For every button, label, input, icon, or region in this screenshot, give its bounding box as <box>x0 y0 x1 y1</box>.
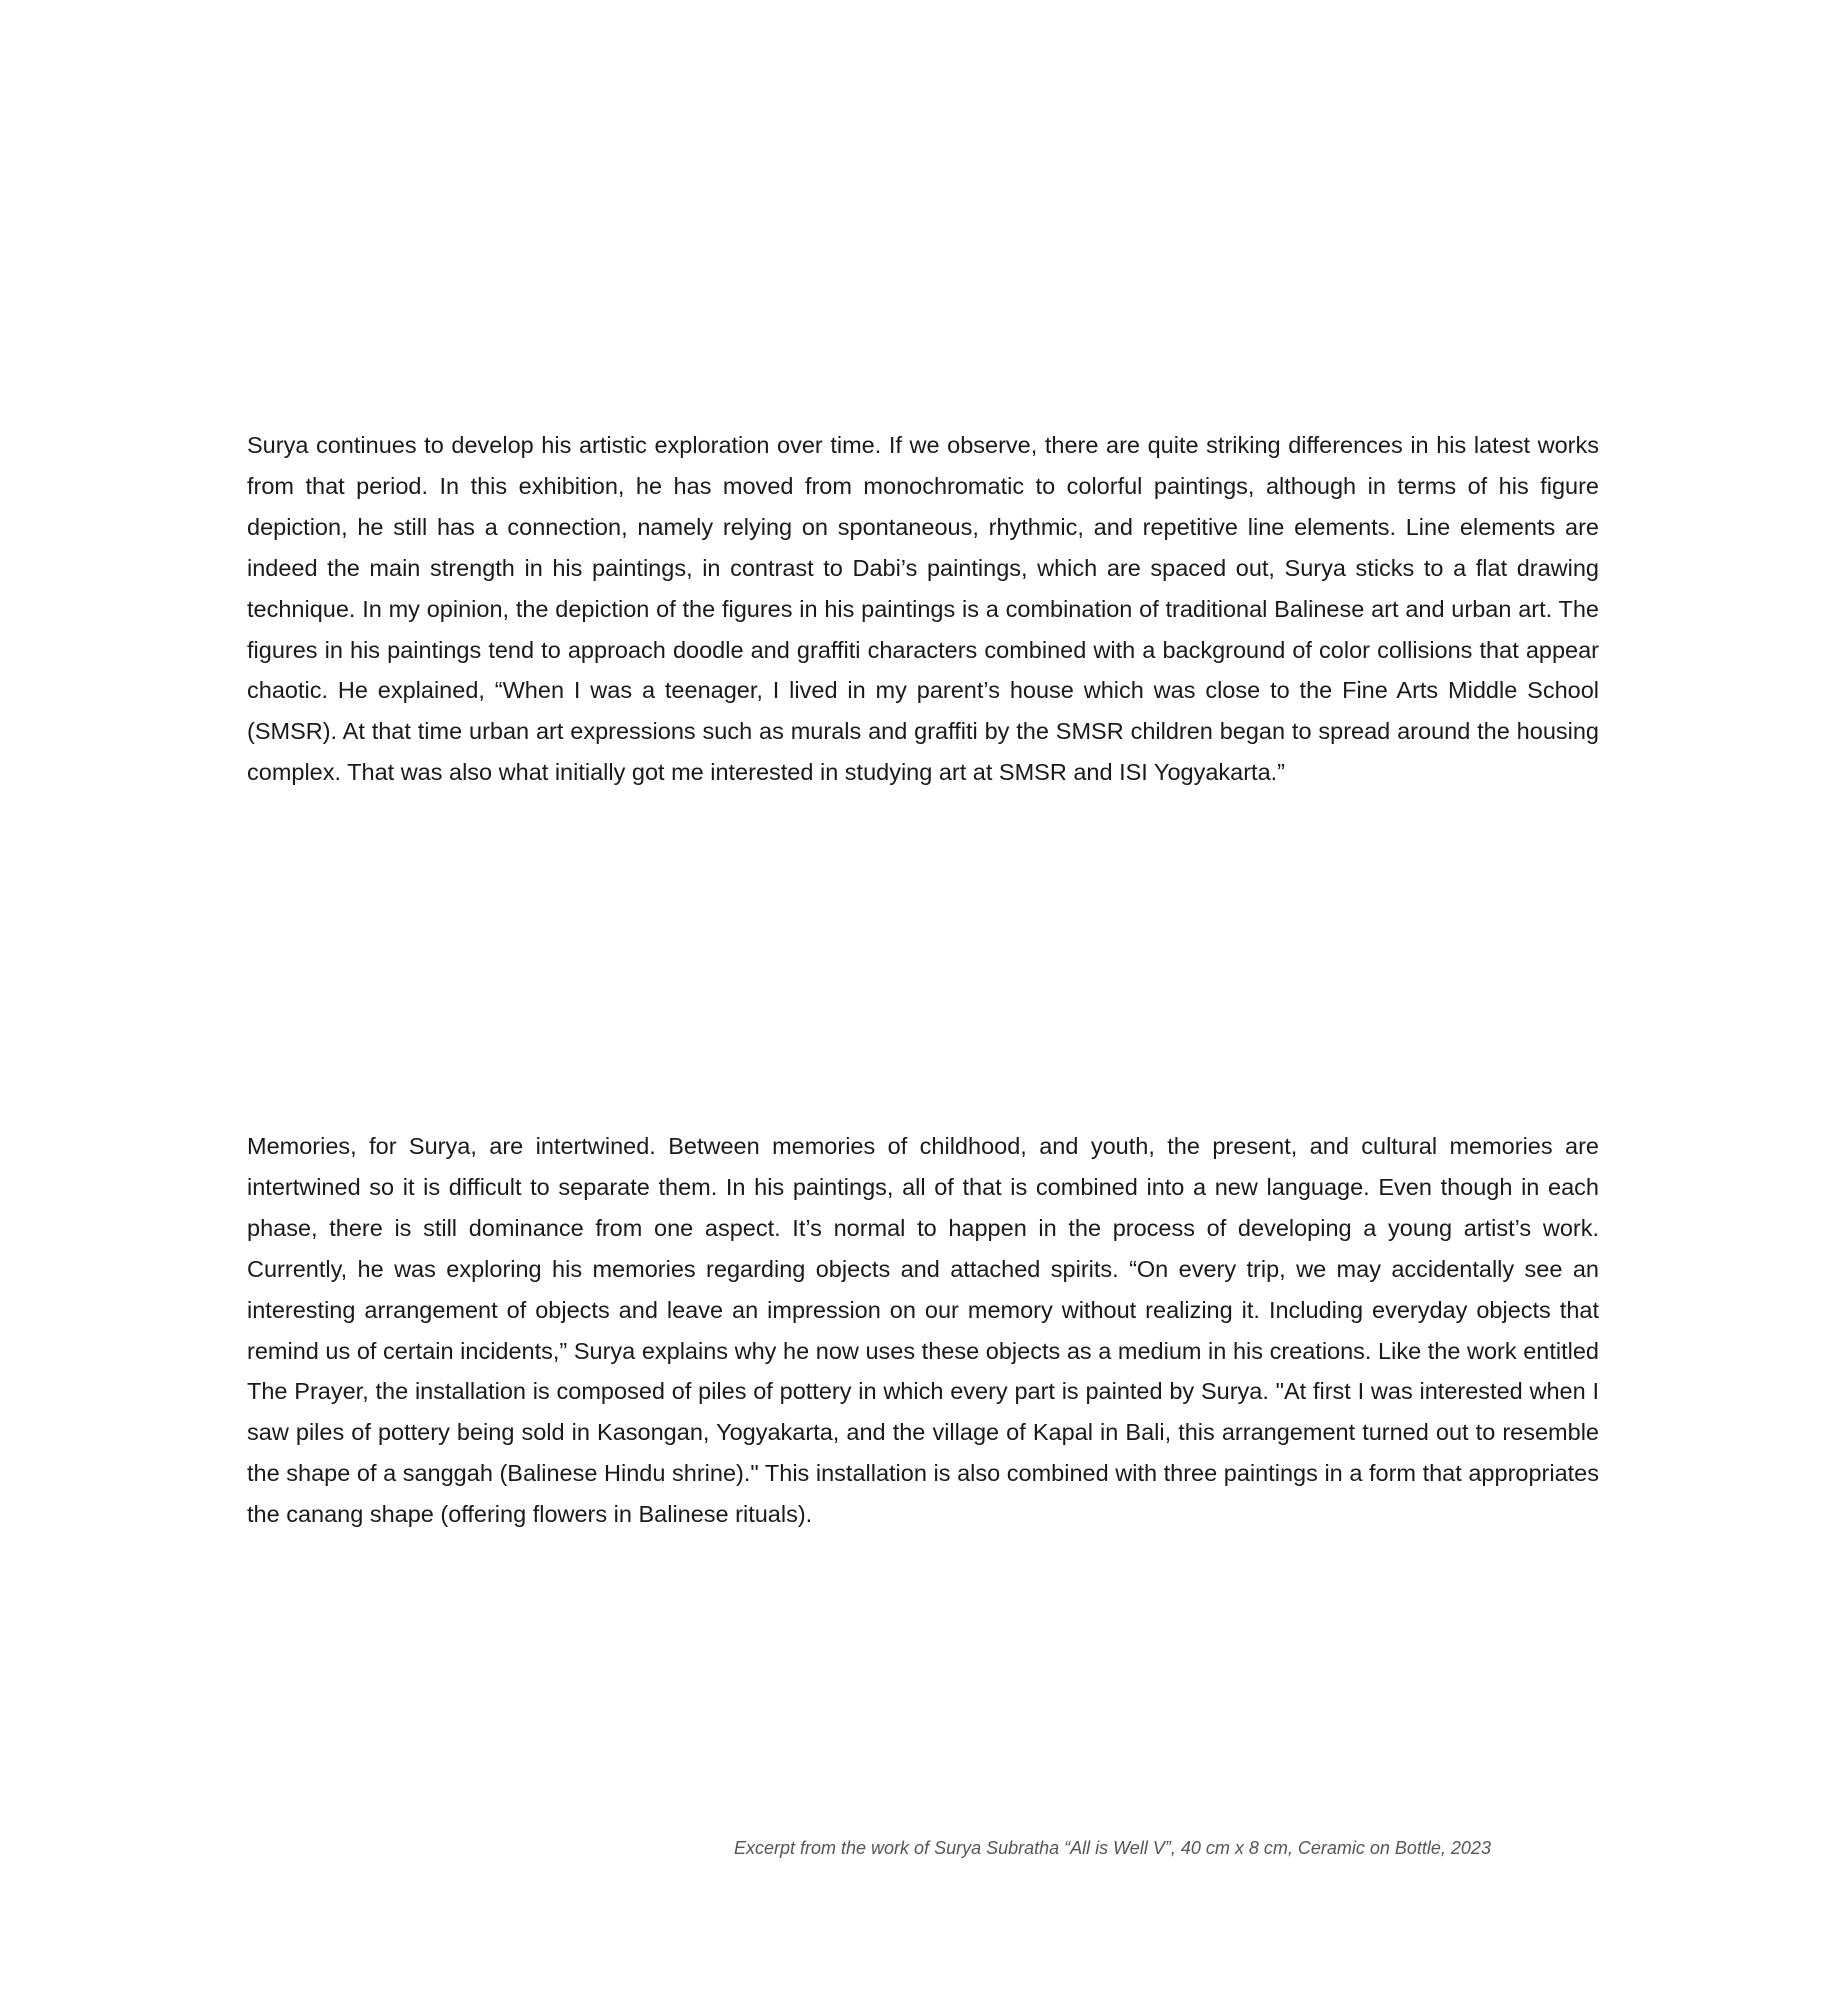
body-paragraph-1: Surya continues to develop his artistic exploration over time. If we observe, there are quite striking differences in his latest works from that period. In this exhibition, he has moved from monochromatic to colorful paintings, although in terms of his figure depiction, he still has a connection, namely relying on spontaneous, rhythmic, and repetitive line elements. Line elements are indeed the main strength in his paintings, in contrast to Dabi’s paintings, which are spaced out, Surya sticks to a flat drawing technique. In my opinion, the depiction of the figures in his paintings is a combination of traditional Balinese art and urban art. The figures in his paintings tend to approach doodle and graffiti characters combined with a background of color collisions that appear chaotic. He explained, “When I was a teenager, I lived in my parent’s house which was close to the Fine Arts Middle School (SMSR). At that time urban art expressions such as murals and graffiti by the SMSR children began to spread around the housing complex. That was also what initially got me interested in studying art at SMSR and ISI Yogyakarta.” <box>247 432 1599 786</box>
body-paragraph-2: Memories, for Surya, are intertwined. Between memories of childhood, and youth, the present, and cultural memories are intertwined so it is difficult to separate them. In his paintings, all of that is combined into a new language. Even though in each phase, there is still dominance from one aspect. It’s normal to happen in the process of developing a young artist’s work. Currently, he was exploring his memories regarding objects and attached spirits. “On every trip, we may accidentally see an interesting arrangement of objects and leave an impression on our memory without realizing it. Including everyday objects that remind us of certain incidents,” Surya explains why he now uses these objects as a medium in his creations. Like the work entitled The Prayer, the installation is composed of piles of pottery in which every part is painted by Surya. "At first I was interested when I saw piles of pottery being sold in Kasongan, Yogyakarta, and the village of Kapal in Bali, this arrangement turned out to resemble the shape of a sanggah (Balinese Hindu shrine)." This installation is also combined with three paintings in a form that appropriates the canang shape (offering flowers in Balinese rituals). <box>247 1133 1599 1528</box>
artwork-caption: Excerpt from the work of Surya Subratha “All is Well V”, 40 cm x 8 cm, Ceramic on Bottle, 2023 <box>734 1838 1491 1858</box>
